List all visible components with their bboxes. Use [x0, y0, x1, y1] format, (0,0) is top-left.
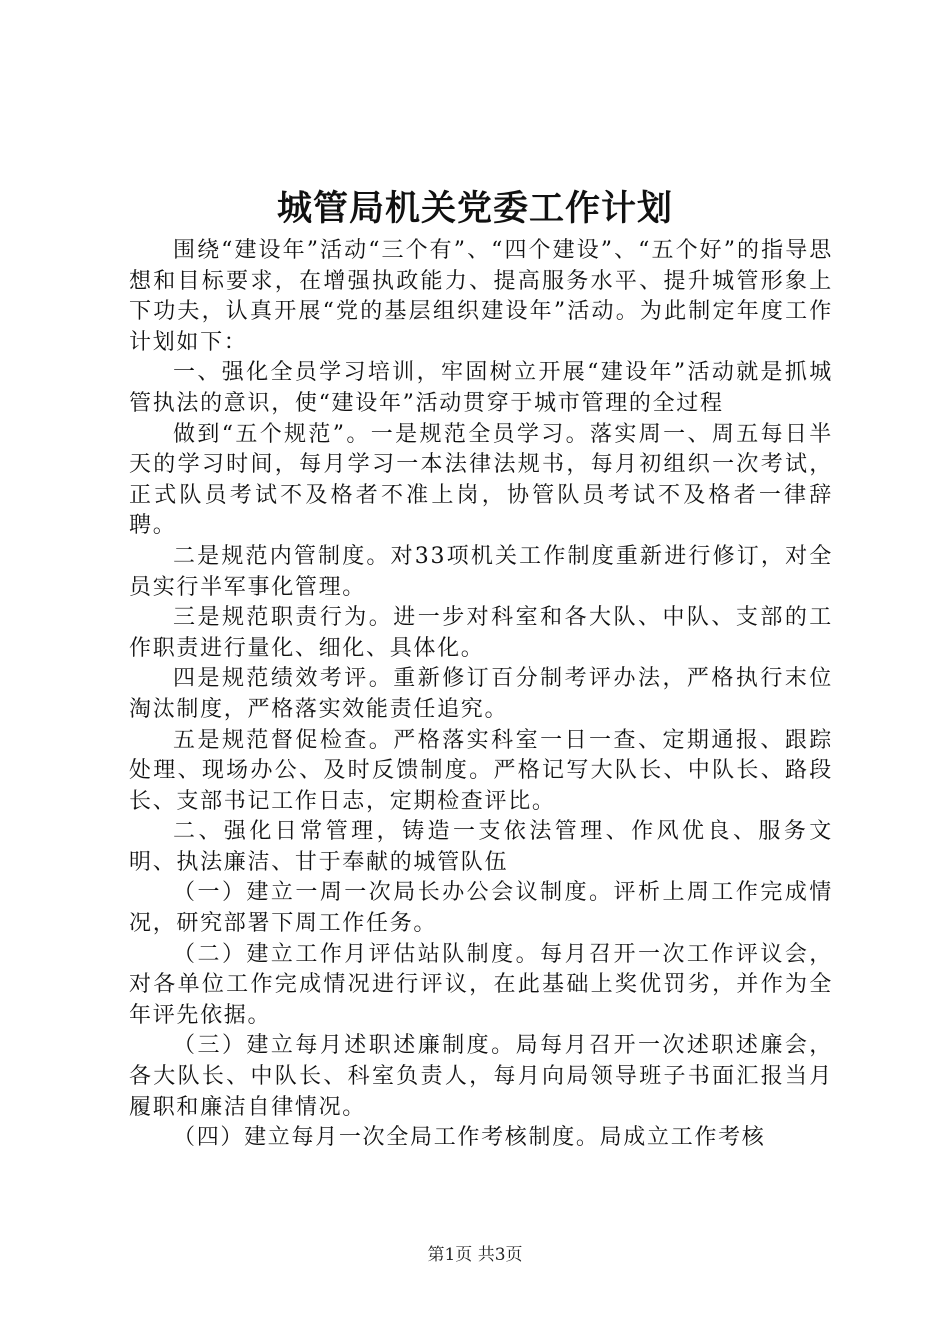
page-footer: 第1页 共3页 — [427, 1245, 523, 1265]
paragraph-intro: 围绕“建设年”活动“三个有”、“四个建设”、“五个好”的指导思想和目标要求，在增强执政能力、提高服务水平、提升城管形象上下功夫，认真开展“党的基层组织建设年”活动。为此制定年度工作计划如下： — [129, 238, 833, 355]
document-body — [129, 236, 833, 1154]
paragraph-five-norms: 做到“五个规范”。一是规范全员学习。落实周一、周五每日半天的学习时间，每月学习一本法律法规书，每月初组织一次考试，正式队员考试不及格者不准上岗，协管队员考试不及格者一律辞聘。 — [129, 421, 833, 539]
paragraph-section-1-heading: 一、强化全员学习培训，牢固树立开展“建设年”活动就是抓城管执法的意识，使“建设年”活动贯穿于城市管理的全过程 — [129, 360, 833, 416]
document-title: 城管局机关党委工作计划 — [276, 188, 673, 229]
paragraph-section-2-heading: 二、强化日常管理，铸造一支依法管理、作风优良、服务文明、执法廉洁、甘于奉献的城管队伍 — [129, 819, 833, 875]
paragraph-item-3: （三）建立每月述职述廉制度。局每月召开一次述职述廉会，各大队长、中队长、科室负责人，每月向局领导班子书面汇报当月履职和廉洁自律情况。 — [129, 1033, 833, 1120]
paragraph-item-1: （一）建立一周一次局长办公会议制度。评析上周工作完成情况，研究部署下周工作任务。 — [129, 880, 833, 937]
paragraph-norm-2: 二是规范内管制度。对33项机关工作制度重新进行修订，对全员实行半军事化管理。 — [129, 543, 833, 600]
paragraph-norm-3: 三是规范职责行为。进一步对科室和各大队、中队、支部的工作职责进行量化、细化、具体化。 — [129, 605, 833, 661]
paragraph-norm-4: 四是规范绩效考评。重新修订百分制考评办法，严格执行末位淘汰制度，严格落实效能责任追究。 — [129, 666, 833, 722]
paragraph-item-4: （四）建立每月一次全局工作考核制度。局成立工作考核 — [173, 1125, 766, 1151]
paragraph-item-2: （二）建立工作月评估站队制度。每月召开一次工作评议会，对各单位工作完成情况进行评议，在此基础上奖优罚劣，并作为全年评先依据。 — [129, 941, 833, 1028]
paragraph-norm-5: 五是规范督促检查。严格落实科室一日一查、定期通报、跟踪处理、现场办公、及时反馈制度。严格记写大队长、中队长、路段长、支部书记工作日志，定期检查评比。 — [129, 727, 833, 814]
